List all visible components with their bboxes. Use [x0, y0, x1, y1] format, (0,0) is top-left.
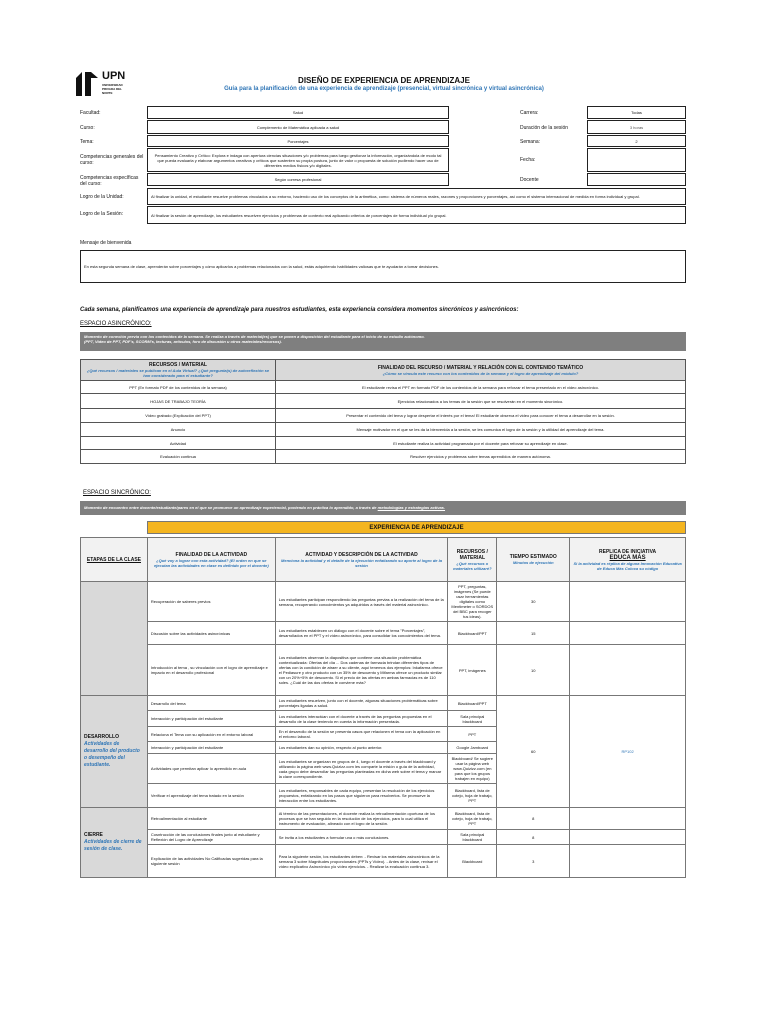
facultad-label: Facultad: — [80, 110, 101, 116]
duracion-field[interactable]: 3 horas — [587, 120, 686, 134]
stage-name: DESARROLLO — [84, 734, 119, 740]
logo — [74, 70, 134, 102]
col-recursos-sub: ¿Qué recursos o materiales utilizaré? — [453, 560, 492, 571]
resource-cell: HOJAS DE TRABAJO TEORÍA — [81, 394, 276, 409]
facultad-field[interactable]: Salud — [147, 106, 449, 119]
resource-cell: Vídeo grabado (Explicación del PPT) — [81, 409, 276, 423]
finalidad-cell: Explicación de las actividades No Calificadas sugeridas para la siguiente sesión — [147, 845, 275, 878]
table-row — [81, 450, 686, 464]
recursos-cell: PPT, preguntas, imágenes (Se puede usar herramientas digitales como Mentimeter o SORDOS del BBC para recoger tus ideas). — [448, 582, 497, 622]
tiempo-cell: 15 — [497, 622, 570, 645]
async-col-resources-title: RECURSOS / MATERIAL — [149, 362, 207, 368]
sync-activities-table — [80, 537, 686, 878]
async-col-purpose-title: FINALIDAD DEL RECURSO / MATERIAL Y RELACIÓN CON EL CONTENIDO TEMÁTICO — [377, 364, 584, 371]
col-finalidad — [147, 538, 275, 582]
tiempo-cell: 60 — [497, 696, 570, 808]
sync-bar-text: Momento de encuentro entre docente/estudiante/pares en el que se promueve un aprendizaje experiencial, poniendo en práctica lo aprendido, a través de — [84, 505, 377, 510]
finalidad-cell: Introducción al tema , su vinculación con el logro de aprendizaje e impacto en el desarrollo profesional — [147, 645, 275, 696]
logro-sesion-label: Logro de la Sesión: — [80, 211, 124, 217]
col-tiempo — [497, 538, 570, 582]
finalidad-cell: Interacción y participación del estudiante — [147, 711, 275, 727]
semana-field[interactable]: 2 — [587, 135, 686, 147]
logo-subtext: UNIVERSIDAD PRIVADA DEL NORTE — [102, 83, 123, 95]
async-col-resources-sub: ¿Qué recursos / materiales se publican en el Aula Virtual? ¿Qué pregunta(s) de autoreflexión se han considerado para el estudiante? — [86, 368, 270, 378]
tiempo-cell: 8 — [497, 808, 570, 830]
async-resources-table — [80, 359, 686, 464]
resource-cell: Actividad — [81, 437, 276, 450]
actividad-cell: Al término de las presentaciones, el docente realiza la retroalimentación oportuna de los procesos que se han seguido en la resolución de los ejercicios, para lo cual utiliza el instrumento de evaluación, alineado con el logro de la sesión. — [275, 808, 448, 830]
recursos-cell: Blackboard/ Se sugiere usar la página web www.Quizizz.com (en para que los grupos trabajen en equipo) — [448, 754, 497, 784]
tiempo-cell: 8 — [497, 830, 570, 845]
finalidad-cell: Desarrollo del tema — [147, 696, 275, 711]
async-heading: ESPACIO ASINCRÓNICO: — [80, 321, 152, 327]
table-row — [81, 409, 686, 423]
table-row — [81, 830, 686, 845]
actividad-cell: Los estudiantes se organizan en grupos de 4, luego el docente a través del blackboard y utilizando la página web www.Quizizz.com les comparte la misión o guía de la actividad, cada grupo debe desarrollar las preguntas planteadas en dicha web sobre el tema y marcar la clave correspondiente. — [275, 754, 448, 784]
purpose-cell: Resolver ejercicios y problemas sobre temas aprendidos de manera autónoma. — [276, 450, 686, 464]
col-tiempo-sub: Minutos de ejecución — [512, 560, 554, 565]
competencias-generales-label: Competencias generales del curso: — [80, 154, 144, 166]
col-replica-title: REPLICA DE INICIATIVA — [599, 548, 657, 555]
recursos-cell: PPT — [448, 727, 497, 742]
col-actividad — [275, 538, 448, 582]
actividad-cell: Los estudiantes dan su opinión, respecto al punto anterior. — [275, 742, 448, 754]
resource-cell: PPT (En formato PDF de los contenidos de la semana) — [81, 381, 276, 394]
docente-label: Docente — [520, 177, 539, 183]
replica-cell — [570, 845, 686, 878]
col-finalidad-sub: ¿Qué voy a lograr con esta actividad? (El orden en que se ejecutan las actividades en clase es definido por el docente) — [153, 557, 269, 568]
actividad-cell: Los estudiantes observan la diapositiva que contiene una situación problemática contextualizada: Ofertas del día ... Dos cadenas de farmacia brindan diferentes tipos de ofertas con la condición de atraer a su cliente, aquí tenemos dos ejemplos: Inkafarma ofrece el Pediasure y otro producto con un 35% de descuento y Mifarma ofrece un producto similar con un 20%+5% de descuento. Si el precio de las ofertas en ambas farmacias es de 110 soles. ¿Cuál de las dos ofertas le conviene más? — [275, 645, 448, 696]
col-actividad-title: ACTIVIDAD Y DESCRIPCIÓN DE LA ACTIVIDAD — [305, 551, 418, 558]
recursos-cell: Blackboard — [448, 845, 497, 878]
purpose-cell: El estudiante revisa el PPT en formato PDF de los contenidos de la semana para reforzar el tema presentado en el video asincrónico. — [276, 381, 686, 394]
logro-sesion-field[interactable]: Al finalizar la sesión de aprendizaje, los estudiantes resuelven ejercicios y problemas de contexto real aplicando criterios de porcentajes de forma individual y/o grupal. — [147, 206, 686, 224]
col-recursos-title: RECURSOS / MATERIAL — [456, 548, 488, 561]
finalidad-cell: Recuperación de saberes previos — [147, 582, 275, 622]
stage-cell — [81, 696, 148, 808]
docente-field[interactable] — [587, 173, 686, 186]
sync-heading: ESPACIO SINCRÓNICO: — [83, 490, 151, 496]
page-subtitle: Guía para la planificación de una experiencia de aprendizaje (presencial, virtual sincrónica y virtual asincrónica) — [224, 86, 544, 92]
recursos-cell: Blackboard/PPT — [448, 622, 497, 645]
bienvenida-field[interactable]: En esta segunda semana de clase, aprenderán sobre porcentajes y cómo aplicarlos a problemas relacionados con la salud, estás adquiriendo habilidades valiosas que te ayudarán a tomar decisiones. — [80, 250, 686, 283]
recursos-cell: Google Jamboard — [448, 742, 497, 754]
replica-cell — [570, 830, 686, 845]
purpose-cell: El estudiante realiza la actividad programada por el docente para reforzar su aprendizaje en clase. — [276, 437, 686, 450]
intro-text: Cada semana, planificamos una experiencia de aprendizaje para nuestros estudiantes, esta experiencia considera momentos sincrónicos y asincrónicos: — [80, 307, 519, 313]
finalidad-cell: Cosntrucción de las conclusiones finales junto al estudiante y Reflexión del Logro de Aprendizaje — [147, 830, 275, 845]
col-recursos — [448, 538, 497, 582]
actividad-cell: Los estudiantes resuelven, junto con el docente, algunas situaciones problemáticas sobre porcentajes ligadas a salud. — [275, 696, 448, 711]
recursos-cell: Blackboard/PPT — [448, 696, 497, 711]
stage-name: CIERRE — [84, 832, 103, 838]
curso-label: Curso: — [80, 125, 95, 131]
finalidad-cell: Interacción y participación del estudiante — [147, 742, 275, 754]
table-row — [81, 394, 686, 409]
actividad-cell: Se invita a los estudiantes a formular una o más conclusiones. — [275, 830, 448, 845]
resource-cell: Anuncio — [81, 423, 276, 437]
stage-note: Actividades de cierre de sesión de clase. — [84, 839, 142, 852]
competencias-generales-field[interactable]: Pensamiento Creativo y Crítico: Explora e indaga con apertura ciencias situaciones y/o problemas para luego gestionar la información, organizándola de modo tal que pueda evaluarla y elaborar argumentos creativos y críticos que sustenten su propia postura, junto de valor o propuesta de solución pudiendo hacer uso de diferentes medios físicos y/o digitales. — [147, 148, 449, 172]
tema-label: Tema: — [80, 139, 94, 145]
async-col-purpose — [276, 360, 686, 381]
col-replica-link[interactable]: EDUCA MÁS — [609, 554, 646, 561]
recursos-cell: Blackboard, lista de cotejo, hoja de trabajo, PPT — [448, 784, 497, 808]
recursos-cell: Blackboard, lista de cotejo, hoja de trabajo, PPT — [448, 808, 497, 830]
table-row — [81, 622, 686, 645]
table-row — [81, 808, 686, 830]
table-row — [81, 423, 686, 437]
col-etapas-label: ETAPAS DE LA CLASE — [86, 556, 141, 563]
recursos-cell: Sala principal blackboard — [448, 711, 497, 727]
competencias-especificas-label: Competencias específicas del curso: — [80, 175, 139, 187]
actividad-cell: Los estudiantes establecen un diálogo con el docente sobre el tema "Porcentajes", desarrollados en el PPT y el vídeo asincrónico, para consolidar los conocimientos del tema. — [275, 622, 448, 645]
table-row — [81, 696, 686, 711]
logro-unidad-label: Logro de la Unidad: — [80, 194, 124, 200]
page-title: DISEÑO DE EXPERIENCIA DE APRENDIZAJE — [298, 76, 470, 85]
purpose-cell: Ejercicios relacionados a los temas de la sesión que se resolverán en el momento sincrónico. — [276, 394, 686, 409]
async-bar-line2: (PPT, Video de PPT, PDF's, SCORM's, lecturas, artículos, foro de discusión u otros materiales/recursos). — [84, 339, 282, 344]
recursos-cell: Sala principal blackboard — [448, 830, 497, 845]
duracion-label: Duración de la sesión — [520, 125, 569, 131]
col-replica-sub: Si la actividad es réplica de alguna Innovación Educativa de Educa Más Coloca su código — [573, 560, 682, 571]
col-finalidad-title: FINALIDAD DE LA ACTIVIDAD — [175, 551, 248, 558]
finalidad-cell: Retroalimentación al estudiante — [147, 808, 275, 830]
async-col-purpose-sub: ¿Cómo se vincula este recurso con los contenidos de la semana y el logro de aprendizaje del módulo? — [382, 370, 579, 376]
tema-field[interactable]: Porcentajes — [147, 135, 449, 147]
col-replica — [570, 538, 686, 582]
competencias-especificas-field[interactable]: Según corresa profesional — [147, 173, 449, 186]
experiencia-header: EXPERIENCIA DE APRENDIZAJE — [147, 521, 686, 534]
table-row — [81, 845, 686, 878]
resource-cell: Evaluación continua — [81, 450, 276, 464]
replica-cell — [570, 808, 686, 830]
actividad-cell: Los estudiantes interactúan con el docente a través de las preguntas propuestas en el desarrollo de la clase teniendo en cuenta la información presentada. — [275, 711, 448, 727]
replica-cell — [570, 645, 686, 696]
replica-cell — [570, 622, 686, 645]
tiempo-cell: 3 — [497, 845, 570, 878]
col-etapas — [81, 538, 148, 582]
logro-unidad-field[interactable]: Al finalizar la unidad, el estudiante resuelve problemas vinculados a su entorno, haciendo uso de los conceptos de la aritmética, como: sistema de números reales, razones y proporciones y porcentajes, así como el sistema internacional de medida en forma individual y grupal. — [147, 188, 686, 205]
fecha-label: Fecha: — [520, 157, 536, 163]
sync-bar — [80, 501, 686, 515]
purpose-cell: Presentar el contenido del tema y lograr despertar el interés por el tema! El estudiante observa el video para conocer el tema a desarrollar en la sesión. — [276, 409, 686, 423]
actividad-cell: Los estudiantes, responsables de cada equipo, presentan la resolución de los ejercicios propuestos, enfatizando en los pasos que siguieron para resolverlos. Se promueve la interacción entre los estudiantes. — [275, 784, 448, 808]
async-bar — [80, 332, 686, 351]
fecha-field[interactable] — [587, 148, 686, 172]
actividad-cell: Para la siguiente sesión, los estudiantes deben: - Revisar los materiales asincrónicos de la semana 3 sobre Magnitudes proporcionales (PPTs y Vídeo). - Antes de la clase, revisar el vídeo explicativo Asincrónico y/o vídeo ejercicios. - Realizar la evaluación continua 3. — [275, 845, 448, 878]
replica-cell: RP102 — [570, 696, 686, 808]
carrera-field[interactable]: Todas — [587, 106, 686, 119]
table-row — [81, 645, 686, 696]
replica-cell — [570, 582, 686, 622]
stage-cell — [81, 582, 148, 696]
sync-bar-link[interactable]: metodologías y estrategias activas. — [377, 505, 446, 510]
finalidad-cell: Actividades que permitan aplicar lo aprendido en aula — [147, 754, 275, 784]
table-row — [81, 381, 686, 394]
finalidad-cell: Relaciona el Tema con su aplicación en el entorno laboral — [147, 727, 275, 742]
tiempo-cell: 30 — [497, 582, 570, 622]
async-col-resources — [81, 360, 276, 381]
stage-note: Actividades de desarrollo del producto o desempeño del estudiante. — [84, 741, 140, 768]
purpose-cell: Mensaje motivador en el que se les da la bienvenida a la sesión, se les comunica el logro de la sesión y la utilidad del aprendizaje del tema. — [276, 423, 686, 437]
actividad-cell: Los estudiantes participan respondiendo las preguntas previas a la realización del tema de la semana, recuperando conocimientos ya adquiridos a través del material asincrónico. — [275, 582, 448, 622]
curso-field[interactable]: Complemento de Matemática aplicada a salud — [147, 120, 449, 134]
table-row — [81, 437, 686, 450]
col-tiempo-title: TIEMPO ESTIMADO — [509, 554, 557, 560]
async-bar-line1: Momento de conexión previa con los contenidos de la semana. Se realiza a través de material(es) que se ponen a disposición del estudiante para el inicio de su estudio autónomo. — [84, 334, 425, 339]
stage-cell — [81, 808, 148, 878]
semana-label: Semana: — [520, 139, 541, 145]
carrera-label: Carrera: — [520, 110, 539, 116]
finalidad-cell: Verificar el aprendizaje del tema tratado en la sesión — [147, 784, 275, 808]
col-actividad-sub: Menciona la actividad y el detalle de la ejecución enfatizando su aporte al logro de la sesión — [281, 557, 442, 568]
table-row — [81, 582, 686, 622]
actividad-cell: En el desarrollo de la sesión se presenta casos que relacionen el tema con la aplicación en el entorno laboral. — [275, 727, 448, 742]
recursos-cell: PPT, imágenes — [448, 645, 497, 696]
logo-text: UPN — [102, 70, 126, 82]
tiempo-cell: 10 — [497, 645, 570, 696]
finalidad-cell: Discusión sobre las actividades asincrónicas — [147, 622, 275, 645]
bienvenida-label: Mensaje de bienvenida — [80, 240, 132, 246]
